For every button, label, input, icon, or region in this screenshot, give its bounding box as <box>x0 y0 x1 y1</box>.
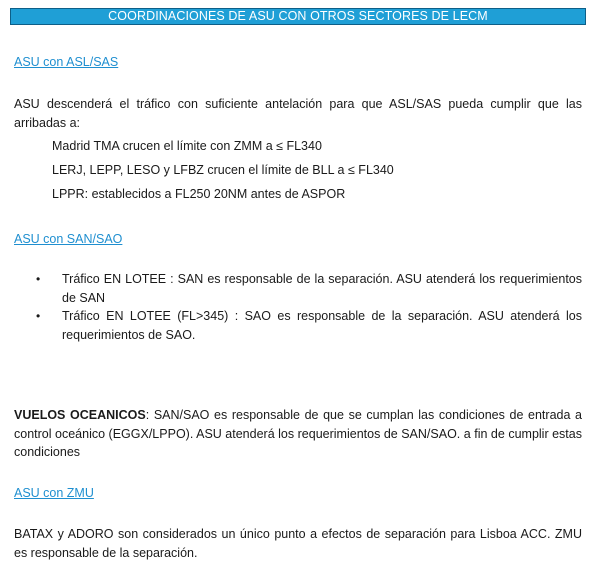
san-sao-bullet-1-text: Tráfico EN LOTEE : SAN es responsable de la separación. ASU atenderá los requerimientos de SAN <box>62 272 582 305</box>
bullet-icon: • <box>36 272 41 286</box>
section-title-zmu: ASU con ZMU <box>14 486 94 500</box>
asl-sas-item-lppr: LPPR: establecidos a FL250 20NM antes de ASPOR <box>52 187 346 201</box>
section-title-san-sao: ASU con SAN/SAO <box>14 232 123 246</box>
oceanic-text: : SAN/SAO es responsable de que se cumplan las condiciones de entrada a control oceánico (EGGX/LPPO). ASU atenderá los requerimientos de SAN/SAO. a fin de cumplir estas condiciones <box>14 408 583 459</box>
section-title-asl-sas: ASU con ASL/SAS <box>14 55 119 69</box>
bullet-icon: • <box>36 309 41 323</box>
san-sao-bullet-2-text: Tráfico EN LOTEE (FL>345) : SAO es responsable de la separación. ASU atenderá los requerimientos de SAO. <box>62 309 582 342</box>
zmu-paragraph: BATAX y ADORO son considerados un único punto a efectos de separación para Lisboa ACC. ZMU es responsable de la separación. <box>14 527 582 560</box>
asl-sas-item-madrid: Madrid TMA crucen el límite con ZMM a ≤ FL340 <box>52 139 322 153</box>
document-header: COORDINACIONES DE ASU CON OTROS SECTORES DE LECM <box>10 8 586 25</box>
oceanic-label: VUELOS OCEANICOS <box>14 408 146 422</box>
asl-sas-item-lerj: LERJ, LEPP, LESO y LFBZ crucen el límite de BLL a ≤ FL340 <box>52 163 394 177</box>
oceanic-paragraph <box>14 406 582 462</box>
asl-sas-intro: ASU descenderá el tráfico con suficiente antelación para que ASL/SAS pueda cumplir que las arribadas a: <box>14 97 582 130</box>
